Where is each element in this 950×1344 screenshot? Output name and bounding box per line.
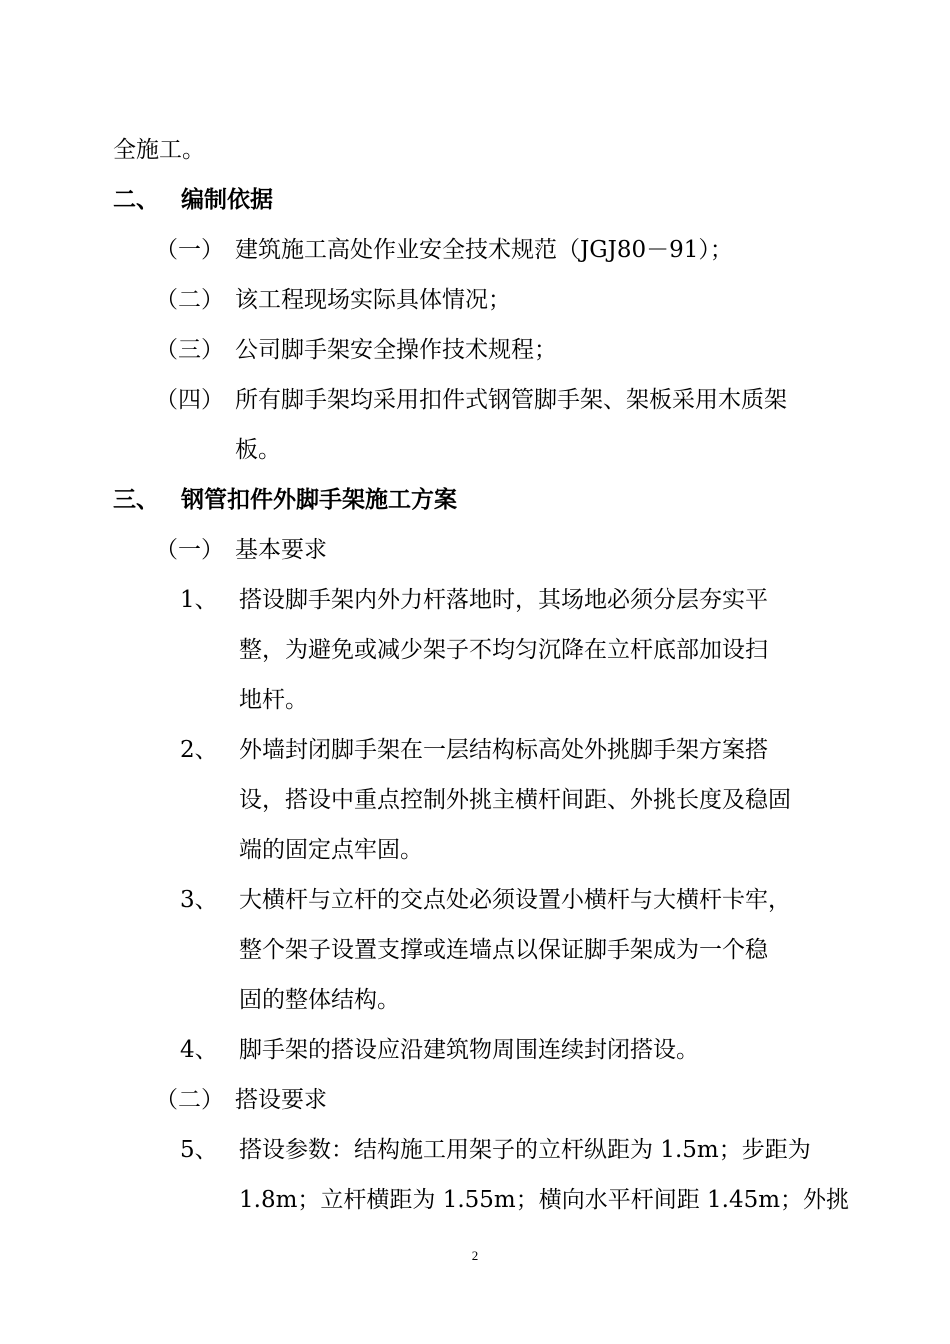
requirement-item-1-line-2: 整，为避免或减少架子不均匀沉降在立杆底部加设扫: [239, 637, 768, 663]
section-title: 编制依据: [181, 186, 273, 213]
item-text: 公司脚手架安全操作技术规程；: [235, 337, 557, 363]
section-heading-basis: [113, 185, 273, 215]
item-mark: （四）: [155, 387, 224, 413]
item-text: 该工程现场实际具体情况；: [235, 287, 511, 313]
item-text: 搭设参数：结构施工用架子的立杆纵距为 1.5m；步距为: [239, 1137, 811, 1163]
subsection-mark: （一）: [155, 537, 224, 563]
item-text: 大横杆与立杆的交点处必须设置小横杆与大横杆卡牢，: [239, 887, 791, 913]
section-number: 二、: [113, 186, 159, 213]
requirement-item-2-line-2: 设，搭设中重点控制外挑主横杆间距、外挑长度及稳固: [239, 787, 791, 813]
requirement-item-3-line-2: 整个架子设置支撑或连墙点以保证脚手架成为一个稳: [239, 937, 768, 963]
item-mark: （三）: [155, 337, 224, 363]
requirement-item-3-line-3: 固的整体结构。: [239, 987, 400, 1013]
basis-item-4-continued: 板。: [235, 437, 281, 463]
requirement-item-5-line-2: 1.8m；立杆横距为 1.55m；横向水平杆间距 1.45m；外挑: [239, 1187, 850, 1213]
item-mark: 3、: [180, 887, 218, 913]
item-mark: 1、: [180, 587, 218, 613]
item-text: 搭设脚手架内外力杆落地时，其场地必须分层夯实平: [239, 587, 768, 613]
item-text: 外墙封闭脚手架在一层结构标高处外挑脚手架方案搭: [239, 737, 768, 763]
subsection-title: 基本要求: [235, 537, 327, 563]
item-mark: 2、: [180, 737, 218, 763]
section-title: 钢管扣件外脚手架施工方案: [181, 486, 457, 513]
section-number: 三、: [113, 486, 159, 513]
requirement-item-1-line-3: 地杆。: [239, 687, 308, 713]
item-mark: 5、: [180, 1137, 218, 1163]
item-text: 脚手架的搭设应沿建筑物周围连续封闭搭设。: [239, 1037, 699, 1063]
subsection-mark: （二）: [155, 1087, 224, 1113]
continuation-text: 全施工。: [113, 137, 205, 163]
item-mark: 4、: [180, 1037, 218, 1063]
item-text: 所有脚手架均采用扣件式钢管脚手架、架板采用木质架: [235, 387, 787, 413]
page-number: 2: [471, 1248, 479, 1263]
requirement-item-2-line-3: 端的固定点牢固。: [239, 837, 423, 863]
item-text: 建筑施工高处作业安全技术规范（JGJ80－91）；: [235, 237, 733, 263]
section-heading-plan: [113, 485, 457, 515]
item-mark: （一）: [155, 237, 224, 263]
subsection-title: 搭设要求: [235, 1087, 327, 1113]
item-mark: （二）: [155, 287, 224, 313]
